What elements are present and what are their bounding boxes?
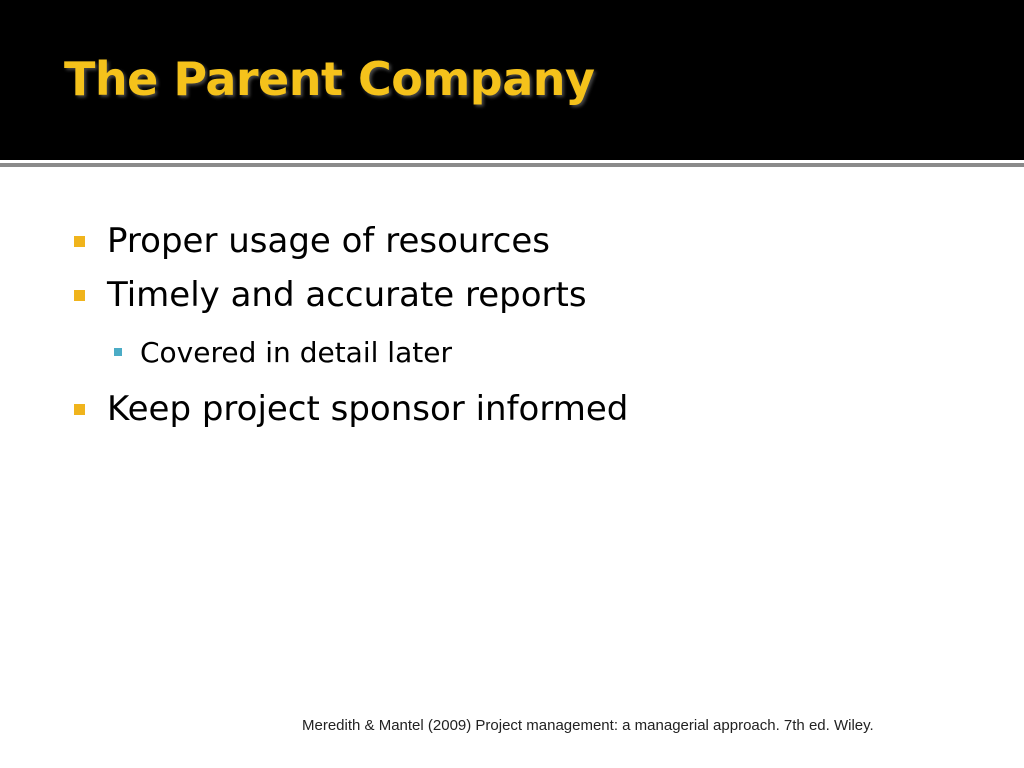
sub-bullet-text: Covered in detail later: [140, 335, 452, 369]
bullet-text: Timely and accurate reports: [107, 275, 587, 315]
slide-title: The Parent Company: [64, 52, 595, 106]
small-square-bullet-icon: [114, 348, 122, 356]
bullet-text: Proper usage of resources: [107, 221, 550, 261]
citation: Meredith & Mantel (2009) Project management: a managerial approach. 7th ed. Wiley.: [302, 717, 874, 734]
title-divider: [0, 163, 1024, 167]
square-bullet-icon: [74, 290, 85, 301]
bullet-item: [74, 382, 954, 436]
bullet-item: [74, 214, 954, 268]
title-bar: [0, 0, 1024, 160]
sub-bullet-item: [74, 322, 954, 382]
square-bullet-icon: [74, 404, 85, 415]
bullet-item: [74, 268, 954, 322]
square-bullet-icon: [74, 236, 85, 247]
bullet-list: [74, 214, 954, 436]
bullet-text: Keep project sponsor informed: [107, 389, 629, 429]
